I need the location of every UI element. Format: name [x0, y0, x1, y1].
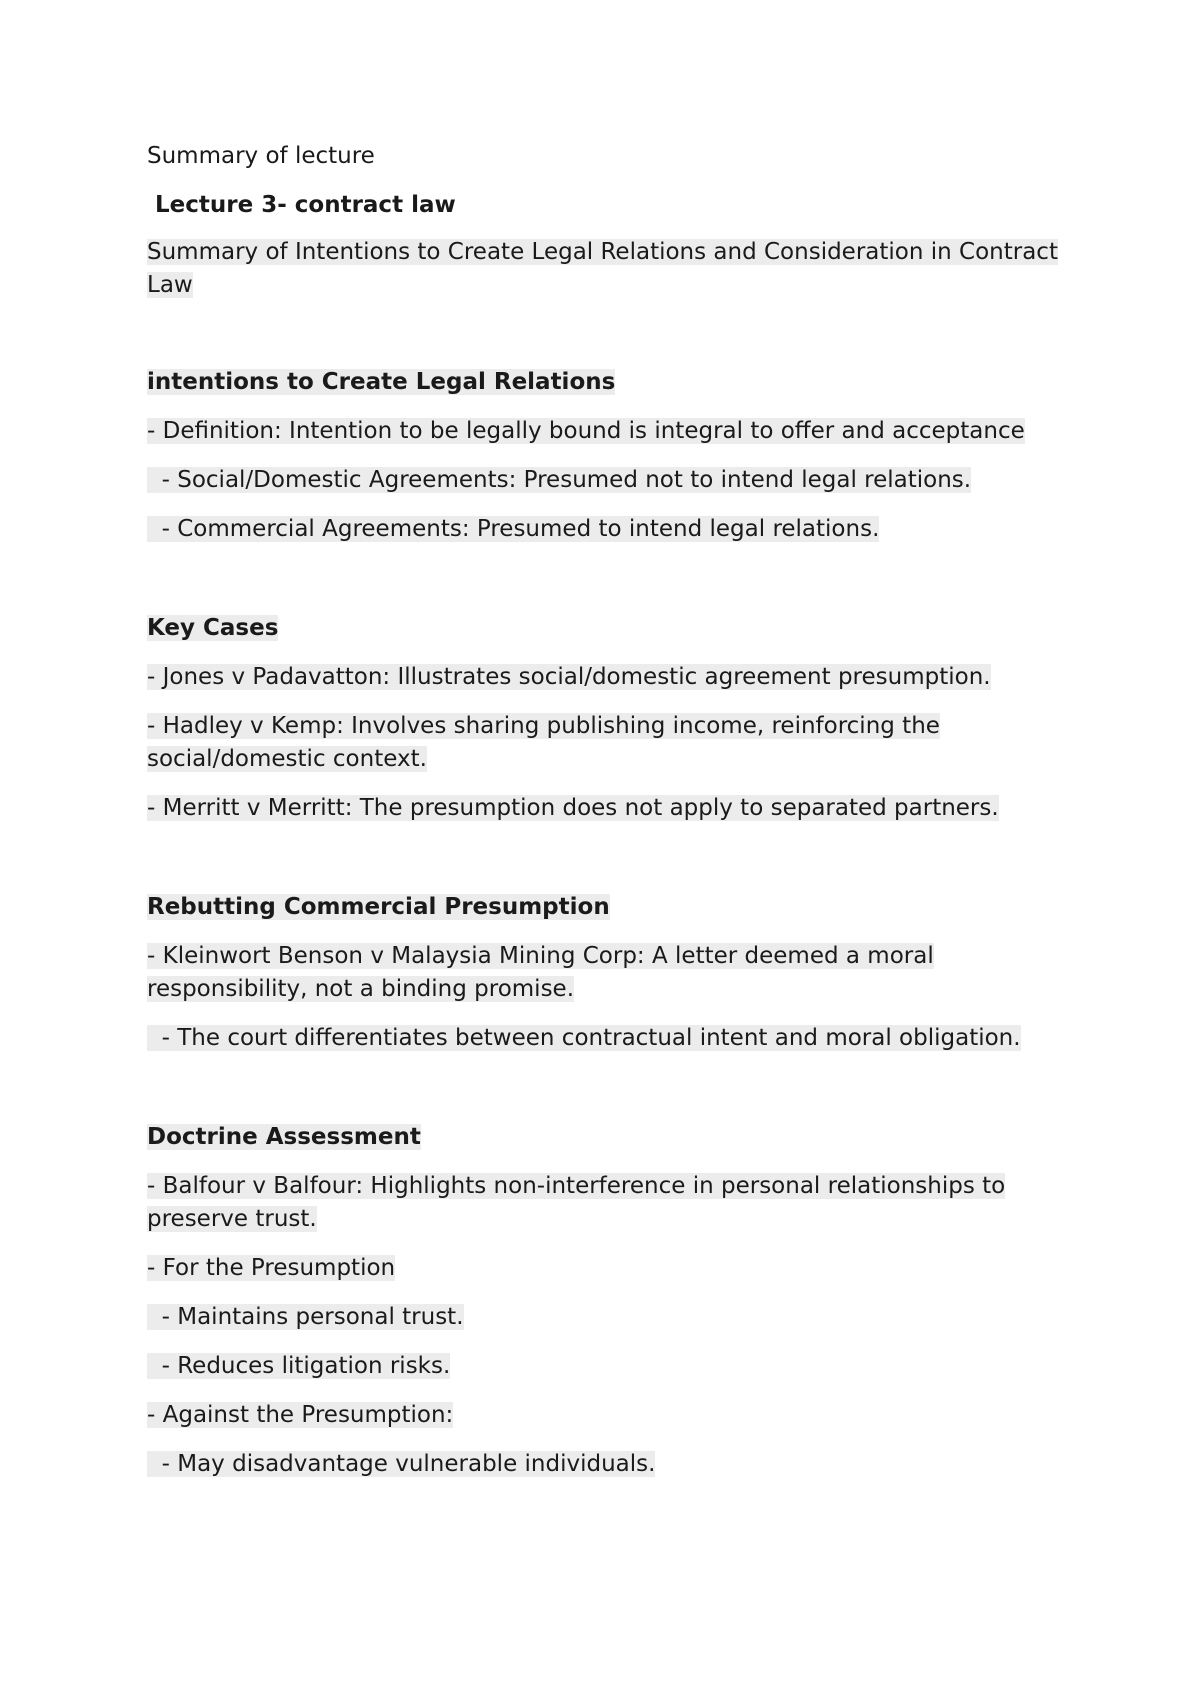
- document-subtitle: [147, 236, 1077, 302]
- list-item-text: - Reduces litigation risks.: [147, 1353, 451, 1379]
- list-item-text: - Social/Domestic Agreements: Presumed not to intend legal relations.: [147, 467, 972, 493]
- document-heading: Summary of lecture: [147, 143, 375, 169]
- list-item: [147, 661, 1077, 694]
- list-item-text: - Definition: Intention to be legally bound is integral to offer and acceptance: [147, 418, 1025, 444]
- list-item-text: - Hadley v Kemp: Involves sharing publishing income, reinforcing the social/domestic context.: [147, 713, 940, 772]
- lecture-title: Lecture 3- contract law: [155, 192, 456, 218]
- list-item: [147, 1022, 1077, 1055]
- section-title-text: Key Cases: [147, 615, 279, 641]
- section-title-text: Doctrine Assessment: [147, 1124, 421, 1150]
- subtitle-text: Summary of Intentions to Create Legal Relations and Consideration in Contract Law: [147, 239, 1058, 298]
- list-item: [147, 792, 1077, 825]
- list-item: [147, 1350, 1077, 1383]
- section-title-rebutting: [147, 891, 1077, 924]
- list-item-text: - Kleinwort Benson v Malaysia Mining Corp: A letter deemed a moral responsibility, not a binding promise.: [147, 943, 934, 1002]
- section-title-text: Rebutting Commercial Presumption: [147, 894, 610, 920]
- list-item-text: - May disadvantage vulnerable individuals.: [147, 1451, 656, 1477]
- section-title-key-cases: [147, 612, 1077, 645]
- section-title-doctrine: [147, 1121, 1077, 1154]
- list-item: [147, 1399, 1077, 1432]
- list-item-text: - Commercial Agreements: Presumed to intend legal relations.: [147, 516, 880, 542]
- list-item-text: - The court differentiates between contractual intent and moral obligation.: [147, 1025, 1021, 1051]
- list-item: [147, 1301, 1077, 1334]
- list-item-text: - Maintains personal trust.: [147, 1304, 464, 1330]
- list-item-text: - Jones v Padavatton: Illustrates social/domestic agreement presumption.: [147, 664, 991, 690]
- list-item-text: - Merritt v Merritt: The presumption does not apply to separated partners.: [147, 795, 999, 821]
- document-page: [147, 140, 1077, 1497]
- list-item-text: - Balfour v Balfour: Highlights non-interference in personal relationships to preserve trust.: [147, 1173, 1006, 1232]
- section-title-text: intentions to Create Legal Relations: [147, 369, 616, 395]
- list-item-text: - Against the Presumption:: [147, 1402, 454, 1428]
- list-item: [147, 1448, 1077, 1481]
- list-item: [147, 415, 1077, 448]
- list-item: [147, 464, 1077, 497]
- list-item: [147, 940, 1077, 1006]
- list-item-text: - For the Presumption: [147, 1255, 396, 1281]
- list-item: [147, 710, 1077, 776]
- section-title-intentions: [147, 366, 1077, 399]
- list-item: [147, 1252, 1077, 1285]
- list-item: [147, 1170, 1077, 1236]
- list-item: [147, 513, 1077, 546]
